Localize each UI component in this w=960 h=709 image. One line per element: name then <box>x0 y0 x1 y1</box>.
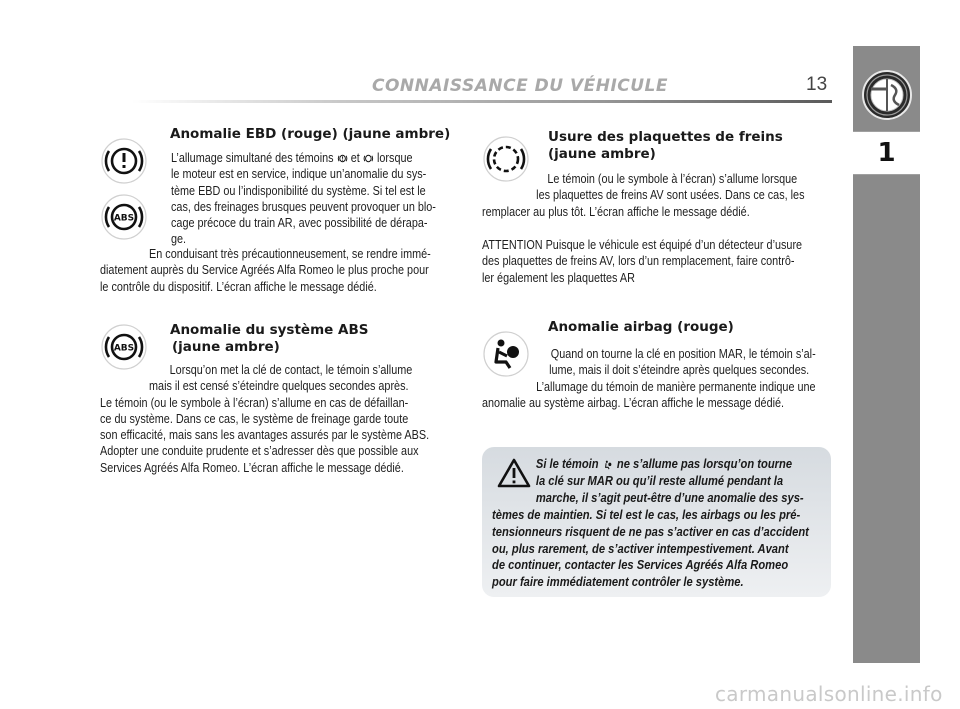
brake-warning-icon <box>100 137 148 190</box>
chapter-tab[interactable] <box>853 131 920 175</box>
ebd-text: et <box>350 151 360 165</box>
warning-line: tensionneurs risquent de ne pas s’activer en cas d’accident <box>492 523 809 539</box>
ebd-line: le contrôle du dispositif. L’écran affiche le message dédié. <box>100 279 377 294</box>
airbag-heading: Anomalie airbag (rouge) <box>548 319 734 335</box>
pads-heading-line: (jaune ambre) <box>548 146 656 162</box>
alfa-romeo-logo-icon <box>861 69 913 121</box>
warning-line: ou, plus rarement, de s’activer intempestivement. Avant <box>492 540 789 556</box>
ebd-text-block <box>171 150 454 248</box>
abs-line: ce du système. Dans ce cas, le système de freinage garde toute <box>100 411 409 426</box>
pads-attention-block <box>482 237 826 286</box>
page-number: 13 <box>806 74 828 95</box>
abs-line: Adopter une conduite prudente et s’adresser dès que possible aux <box>100 444 419 459</box>
ebd-heading: Anomalie EBD (rouge) (jaune ambre) <box>170 126 451 142</box>
warning-text <box>492 456 821 591</box>
pads-heading-line: Usure des plaquettes de freins <box>548 129 783 145</box>
abs-line: Le témoin (ou le symbole à l’écran) s’allume en cas de défaillan- <box>100 395 409 410</box>
attention-line: ler également les plaquettes AR <box>482 270 635 285</box>
abs-text-block <box>100 362 455 476</box>
ebd-line-1 <box>171 150 454 166</box>
ebd-text: lorsque <box>376 151 413 165</box>
abs-inline-icon <box>363 152 374 165</box>
airbag-line: anomalie au système airbag. L’écran affiche le message dédié. <box>482 395 785 410</box>
abs-heading <box>170 322 368 356</box>
airbag-line: L’allumage du témoin de manière permanente indique une <box>536 379 816 394</box>
ebd-line: ge. <box>171 232 187 247</box>
warning-line: pour faire immédiatement contrôler le système. <box>492 574 744 590</box>
attention-line: des plaquettes de freins AV, lors d’un remplacement, faire contrô- <box>482 254 795 269</box>
airbag-text-block <box>482 346 826 411</box>
abs-line: Services Agréés Alfa Romeo. L’écran affiche le message dédié. <box>100 460 404 475</box>
abs-heading-line: (jaune ambre) <box>172 339 280 355</box>
ebd-line: tème EBD ou l’indisponibilité du système. Si tel est le <box>171 183 426 198</box>
ebd-line: cage précoce du train AR, avec possibilité de dérapa- <box>171 216 428 231</box>
pads-heading <box>548 129 783 163</box>
brake-warning-inline-icon <box>337 152 348 165</box>
pads-text-block <box>482 171 826 220</box>
warning-line: la clé sur MAR ou qu’il reste allumé pendant la <box>535 472 784 488</box>
abs-line: Lorsqu’on met la clé de contact, le témoin s’allume <box>169 363 413 377</box>
warning-text-part: ne s’allume pas lorsqu’on tourne <box>616 456 793 471</box>
abs-icon-label: ABS <box>113 213 135 224</box>
section-title: CONNAISSANCE DU VÉHICULE <box>371 76 669 96</box>
ebd-line: cas, des freinages brusques peuvent provoquer un blo- <box>171 199 436 214</box>
ebd-text: L’allumage simultané des témoins <box>171 151 334 165</box>
warning-line: marche, il s’agit peut-être d’une anomalie des sys- <box>535 489 804 505</box>
pads-line: Le témoin (ou le symbole à l’écran) s’allume lorsque <box>547 172 798 186</box>
airbag-line: Quand on tourne la clé en position MAR, le témoin s’al- <box>550 347 816 361</box>
warning-text-part: Si le témoin <box>535 456 599 471</box>
airbag-inline-icon <box>602 458 614 472</box>
attention-line: ATTENTION Puisque le véhicule est équipé d’un détecteur d’usure <box>482 238 803 252</box>
ebd-line: diatement auprès du Service Agréés Alfa Romeo le plus proche pour <box>100 263 429 278</box>
abs-line: son efficacité, mais sans les avantages assurés par le système ABS. <box>100 428 430 443</box>
pads-line: les plaquettes de freins AV sont usées. Dans ce cas, les <box>536 188 805 203</box>
warning-line: tèmes de maintien. Si tel est le cas, les airbags ou les pré- <box>492 506 801 522</box>
abs-icon <box>100 193 148 246</box>
ebd-line: En conduisant très précautionneusement, se rendre immé- <box>149 247 431 261</box>
warning-line: de continuer, contacter les Services Agréés Alfa Romeo <box>492 557 789 573</box>
header-divider <box>132 100 832 103</box>
footer-watermark: carmanualsonline.info <box>715 682 943 706</box>
pads-line: remplacer au plus tôt. L’écran affiche le message dédié. <box>482 204 750 219</box>
warning-line-1 <box>492 456 821 473</box>
airbag-line: lume, mais il doit s’éteindre après quelques secondes. <box>549 363 810 378</box>
abs-warning-icon-label: ABS <box>113 343 135 354</box>
ebd-text-continued <box>100 246 455 295</box>
ebd-line: le moteur est en service, indique un’anomalie du sys- <box>171 167 427 182</box>
abs-line: mais il est censé s’éteindre quelques secondes après. <box>149 379 409 394</box>
chapter-number: 1 <box>877 138 896 168</box>
abs-heading-line: Anomalie du système ABS <box>170 322 369 338</box>
